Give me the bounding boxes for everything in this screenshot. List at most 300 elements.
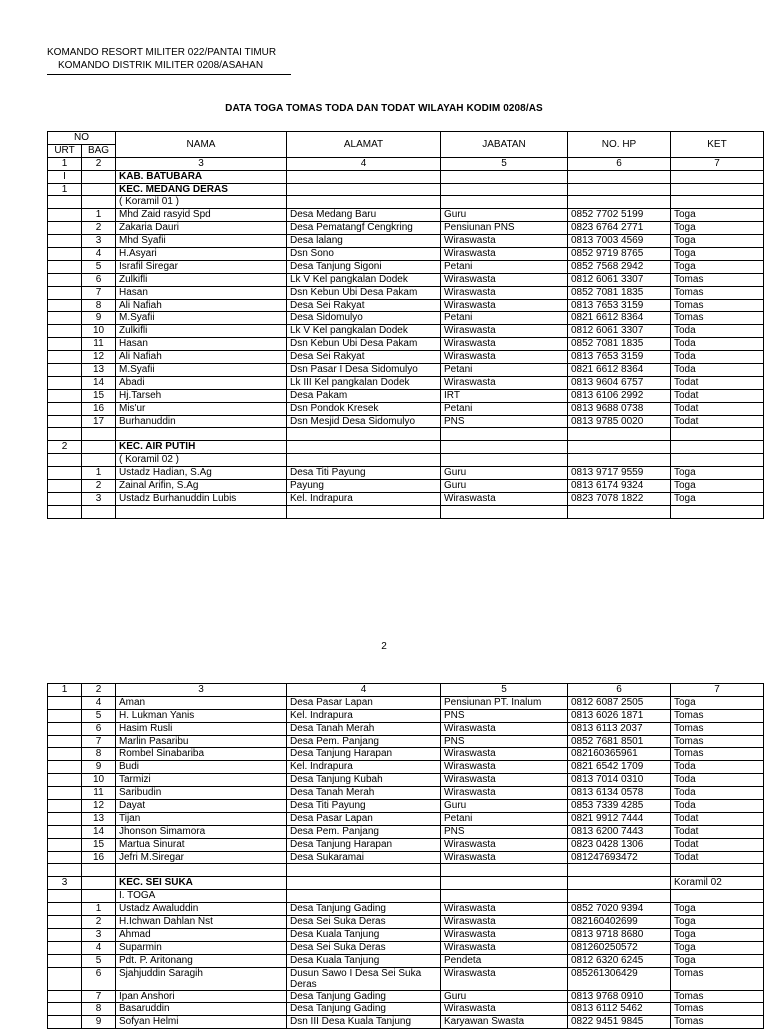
cell-alamat: Desa Medang Baru — [287, 209, 441, 222]
cell-ket: Tomas — [671, 273, 764, 286]
cell-urt — [48, 273, 82, 286]
cell-jabatan — [441, 183, 568, 196]
cell-jabatan: Wiraswasta — [441, 838, 568, 851]
cell-alamat — [287, 441, 441, 454]
cell-alamat: Desa Tanjung Harapan — [287, 748, 441, 761]
cell-bag: 17 — [82, 415, 116, 428]
cell-no-hp: 0821 9912 7444 — [568, 812, 671, 825]
cell-jabatan: Wiraswasta — [441, 235, 568, 248]
cell-jabatan: Guru — [441, 209, 568, 222]
cell-ket: Toda — [671, 787, 764, 800]
cell-jabatan: Petani — [441, 312, 568, 325]
cell-alamat: Desa Kuala Tanjung — [287, 954, 441, 967]
header-no: NO — [48, 132, 116, 145]
cell-jabatan: Wiraswasta — [441, 1003, 568, 1016]
cell-bag: 11 — [82, 338, 116, 351]
cell-jabatan — [441, 196, 568, 209]
col-number-7: 7 — [671, 684, 764, 697]
cell-bag: 9 — [82, 1016, 116, 1029]
cell-bag — [82, 183, 116, 196]
cell-ket: Toga — [671, 222, 764, 235]
cell-jabatan: Wiraswasta — [441, 787, 568, 800]
table-row — [48, 286, 764, 299]
cell-no-hp: 081247693472 — [568, 851, 671, 864]
cell-alamat: Desa Sei Rakyat — [287, 351, 441, 364]
cell-nama: Ali Nafiah — [116, 299, 287, 312]
cell-nama: Jhonson Simamora — [116, 825, 287, 838]
cell-ket: Tomas — [671, 967, 764, 990]
cell-alamat: Dsn Pondok Kresek — [287, 402, 441, 415]
cell-alamat: Desa Tanah Merah — [287, 722, 441, 735]
cell-bag: 7 — [82, 286, 116, 299]
cell-bag: 15 — [82, 389, 116, 402]
cell-ket: Todat — [671, 376, 764, 389]
cell-ket: Toga — [671, 209, 764, 222]
cell-bag: 4 — [82, 941, 116, 954]
cell-nama: Hasim Rusli — [116, 722, 287, 735]
table-row — [48, 196, 764, 209]
header-jabatan: JABATAN — [441, 132, 568, 158]
cell-alamat — [287, 196, 441, 209]
cell-alamat: Desa Tanjung Gading — [287, 903, 441, 916]
cell-bag: 16 — [82, 402, 116, 415]
cell-alamat: Desa Pem. Panjang — [287, 825, 441, 838]
table-row — [48, 761, 764, 774]
cell-nama: Israfil Siregar — [116, 260, 287, 273]
cell-bag: 11 — [82, 787, 116, 800]
cell-alamat: Desa Pasar Lapan — [287, 696, 441, 709]
cell-bag: 1 — [82, 209, 116, 222]
cell-urt — [48, 838, 82, 851]
table-row — [48, 1003, 764, 1016]
cell-alamat: Desa Tanjung Sigoni — [287, 260, 441, 273]
table-1-body — [48, 170, 764, 518]
cell-no-hp — [568, 441, 671, 454]
cell-jabatan: Pendeta — [441, 954, 568, 967]
cell-urt — [48, 480, 82, 493]
cell-bag: 5 — [82, 260, 116, 273]
cell-ket — [671, 196, 764, 209]
data-table-1 — [47, 131, 764, 519]
cell-no-hp — [568, 890, 671, 903]
cell-nama: ( Koramil 02 ) — [116, 454, 287, 467]
cell-no-hp: 0813 7003 4569 — [568, 235, 671, 248]
cell-bag: 2 — [82, 916, 116, 929]
cell-nama: KEC. SEI SUKA — [116, 877, 287, 890]
cell-no-hp: 0813 6026 1871 — [568, 709, 671, 722]
cell-nama: Zulkifli — [116, 325, 287, 338]
cell-ket — [671, 170, 764, 183]
cell-urt — [48, 402, 82, 415]
cell-bag: 8 — [82, 299, 116, 312]
cell-no-hp: 0823 7078 1822 — [568, 492, 671, 505]
cell-jabatan — [441, 170, 568, 183]
cell-alamat: Dsn Pasar I Desa Sidomulyo — [287, 364, 441, 377]
cell-alamat: Lk V Kel pangkalan Dodek — [287, 273, 441, 286]
table-row — [48, 428, 764, 441]
cell-nama: M.Syafii — [116, 364, 287, 377]
cell-urt — [48, 260, 82, 273]
document-title: DATA TOGA TOMAS TODA DAN TODAT WILAYAH KODIM 0208/AS — [225, 103, 543, 114]
cell-alamat: Desa Tanjung Harapan — [287, 838, 441, 851]
table-row — [48, 890, 764, 903]
col-number-5: 5 — [441, 684, 568, 697]
cell-urt — [48, 454, 82, 467]
cell-urt — [48, 990, 82, 1003]
cell-ket: Toga — [671, 260, 764, 273]
cell-no-hp: 0822 9451 9845 — [568, 1016, 671, 1029]
cell-urt — [48, 299, 82, 312]
page-number: 2 — [381, 641, 387, 652]
cell-urt — [48, 709, 82, 722]
cell-bag: 14 — [82, 376, 116, 389]
cell-nama: Ustadz Burhanuddin Lubis — [116, 492, 287, 505]
cell-urt — [48, 196, 82, 209]
cell-jabatan: Wiraswasta — [441, 748, 568, 761]
cell-jabatan: Wiraswasta — [441, 273, 568, 286]
cell-no-hp: 0813 9604 6757 — [568, 376, 671, 389]
cell-jabatan: Wiraswasta — [441, 761, 568, 774]
cell-no-hp: 0852 7020 9394 — [568, 903, 671, 916]
table-row — [48, 825, 764, 838]
cell-bag: 6 — [82, 722, 116, 735]
cell-alamat — [287, 877, 441, 890]
cell-urt — [48, 364, 82, 377]
cell-no-hp: 0853 7339 4285 — [568, 800, 671, 813]
table-row — [48, 877, 764, 890]
cell-bag: 2 — [82, 222, 116, 235]
cell-urt — [48, 209, 82, 222]
header-bag: BAG — [82, 144, 116, 157]
cell-nama: Martua Sinurat — [116, 838, 287, 851]
cell-nama: Aman — [116, 696, 287, 709]
cell-bag: 12 — [82, 800, 116, 813]
cell-no-hp: 0813 7653 3159 — [568, 299, 671, 312]
cell-urt — [48, 286, 82, 299]
cell-no-hp: 0813 9688 0738 — [568, 402, 671, 415]
cell-urt — [48, 235, 82, 248]
cell-ket: Toda — [671, 338, 764, 351]
cell-urt — [48, 800, 82, 813]
table-row — [48, 480, 764, 493]
cell-urt — [48, 903, 82, 916]
table-row — [48, 696, 764, 709]
cell-jabatan: PNS — [441, 735, 568, 748]
cell-bag: 1 — [82, 467, 116, 480]
cell-jabatan: Wiraswasta — [441, 774, 568, 787]
cell-urt — [48, 967, 82, 990]
cell-no-hp: 0852 7081 1835 — [568, 286, 671, 299]
cell-urt: 1 — [48, 183, 82, 196]
cell-ket: Toga — [671, 954, 764, 967]
cell-alamat — [287, 890, 441, 903]
cell-nama: Saribudin — [116, 787, 287, 800]
table-row — [48, 990, 764, 1003]
cell-bag — [82, 196, 116, 209]
cell-jabatan: Guru — [441, 480, 568, 493]
cell-ket: Todat — [671, 812, 764, 825]
cell-alamat: Dusun Sawo I Desa Sei Suka Deras — [287, 967, 441, 990]
cell-nama: Dayat — [116, 800, 287, 813]
cell-bag — [82, 454, 116, 467]
cell-nama: ( Koramil 01 ) — [116, 196, 287, 209]
cell-jabatan: Pensiunan PT. Inalum — [441, 696, 568, 709]
cell-ket: Toga — [671, 235, 764, 248]
cell-alamat: Desa Titi Payung — [287, 800, 441, 813]
cell-no-hp: 0852 9719 8765 — [568, 248, 671, 261]
cell-ket — [671, 441, 764, 454]
cell-urt: 3 — [48, 877, 82, 890]
cell-urt — [48, 864, 82, 877]
cell-alamat: Desa Sukaramai — [287, 851, 441, 864]
cell-alamat: Desa lalang — [287, 235, 441, 248]
cell-jabatan — [441, 428, 568, 441]
cell-urt — [48, 774, 82, 787]
cell-no-hp: 0813 6134 0578 — [568, 787, 671, 800]
cell-bag: 8 — [82, 1003, 116, 1016]
cell-ket — [671, 864, 764, 877]
cell-jabatan: Wiraswasta — [441, 916, 568, 929]
cell-bag: 13 — [82, 364, 116, 377]
cell-alamat: Desa Sei Suka Deras — [287, 941, 441, 954]
cell-no-hp: 085261306429 — [568, 967, 671, 990]
cell-urt: 2 — [48, 441, 82, 454]
cell-ket: Todat — [671, 838, 764, 851]
cell-alamat: Desa Sei Rakyat — [287, 299, 441, 312]
header-nama: NAMA — [116, 132, 287, 158]
cell-urt — [48, 428, 82, 441]
col-number-3: 3 — [116, 157, 287, 170]
cell-nama: Hasan — [116, 286, 287, 299]
cell-ket: Todat — [671, 402, 764, 415]
cell-alamat: Dsn Mesjid Desa Sidomulyo — [287, 415, 441, 428]
cell-jabatan — [441, 441, 568, 454]
cell-bag: 3 — [82, 928, 116, 941]
cell-ket: Todat — [671, 825, 764, 838]
cell-nama: KEC. MEDANG DERAS — [116, 183, 287, 196]
cell-alamat — [287, 454, 441, 467]
table-row — [48, 748, 764, 761]
cell-no-hp: 0812 6320 6245 — [568, 954, 671, 967]
cell-bag: 4 — [82, 696, 116, 709]
cell-no-hp: 0812 6061 3307 — [568, 325, 671, 338]
cell-jabatan: Guru — [441, 990, 568, 1003]
cell-bag: 14 — [82, 825, 116, 838]
cell-jabatan: Wiraswasta — [441, 299, 568, 312]
table-row — [48, 248, 764, 261]
cell-urt — [48, 928, 82, 941]
cell-no-hp: 0821 6542 1709 — [568, 761, 671, 774]
cell-no-hp — [568, 183, 671, 196]
cell-jabatan: Wiraswasta — [441, 967, 568, 990]
table-row — [48, 864, 764, 877]
cell-nama: H.Ichwan Dahlan Nst — [116, 916, 287, 929]
cell-no-hp: 0813 9718 8680 — [568, 928, 671, 941]
cell-ket: Toda — [671, 774, 764, 787]
cell-jabatan: Guru — [441, 800, 568, 813]
cell-no-hp: 0852 7568 2942 — [568, 260, 671, 273]
cell-ket: Toga — [671, 492, 764, 505]
cell-alamat: Desa Pematangf Cengkring — [287, 222, 441, 235]
col-number-1: 1 — [48, 684, 82, 697]
cell-jabatan: Wiraswasta — [441, 851, 568, 864]
cell-jabatan: Wiraswasta — [441, 338, 568, 351]
cell-bag: 8 — [82, 748, 116, 761]
cell-no-hp: 0813 7014 0310 — [568, 774, 671, 787]
table-row — [48, 812, 764, 825]
table-row — [48, 787, 764, 800]
cell-no-hp: 0821 6612 8364 — [568, 364, 671, 377]
cell-urt — [48, 415, 82, 428]
cell-alamat: Kel. Indrapura — [287, 492, 441, 505]
cell-no-hp: 0812 6061 3307 — [568, 273, 671, 286]
cell-no-hp: 0813 6200 7443 — [568, 825, 671, 838]
col-number-4: 4 — [287, 157, 441, 170]
cell-bag: 1 — [82, 903, 116, 916]
header-ket: KET — [671, 132, 764, 158]
table-row — [48, 505, 764, 518]
cell-no-hp — [568, 170, 671, 183]
cell-bag: 16 — [82, 851, 116, 864]
cell-urt — [48, 761, 82, 774]
cell-nama: Suparmin — [116, 941, 287, 954]
table-row — [48, 338, 764, 351]
cell-no-hp — [568, 454, 671, 467]
cell-alamat: Desa Titi Payung — [287, 467, 441, 480]
cell-nama: Jefri M.Siregar — [116, 851, 287, 864]
table-row — [48, 441, 764, 454]
cell-ket: Toga — [671, 480, 764, 493]
table-row — [48, 1016, 764, 1029]
cell-jabatan: Karyawan Swasta — [441, 1016, 568, 1029]
cell-no-hp: 082160365961 — [568, 748, 671, 761]
cell-alamat: Desa Kuala Tanjung — [287, 928, 441, 941]
table-row — [48, 928, 764, 941]
cell-alamat — [287, 428, 441, 441]
cell-jabatan — [441, 505, 568, 518]
cell-ket: Toga — [671, 696, 764, 709]
cell-ket: Tomas — [671, 312, 764, 325]
cell-nama: Tijan — [116, 812, 287, 825]
cell-urt — [48, 389, 82, 402]
cell-alamat: Desa Tanjung Kubah — [287, 774, 441, 787]
cell-alamat: Payung — [287, 480, 441, 493]
cell-urt — [48, 222, 82, 235]
table-row — [48, 312, 764, 325]
cell-jabatan: Petani — [441, 364, 568, 377]
cell-nama: Mis'ur — [116, 402, 287, 415]
cell-alamat: Desa Pakam — [287, 389, 441, 402]
cell-nama: Marlin Pasaribu — [116, 735, 287, 748]
cell-ket: Todat — [671, 415, 764, 428]
cell-jabatan: Wiraswasta — [441, 325, 568, 338]
cell-nama: Ali Nafiah — [116, 351, 287, 364]
cell-urt — [48, 1003, 82, 1016]
cell-nama — [116, 505, 287, 518]
cell-nama: Budi — [116, 761, 287, 774]
col-number-4: 4 — [287, 684, 441, 697]
col-number-7: 7 — [671, 157, 764, 170]
cell-alamat: Lk III Kel pangkalan Dodek — [287, 376, 441, 389]
header-line-2: KOMANDO DISTRIK MILITER 0208/ASAHAN — [58, 60, 264, 71]
cell-bag: 12 — [82, 351, 116, 364]
cell-no-hp — [568, 428, 671, 441]
cell-no-hp: 0852 7081 1835 — [568, 338, 671, 351]
cell-no-hp: 081260250572 — [568, 941, 671, 954]
cell-jabatan: Wiraswasta — [441, 376, 568, 389]
cell-ket: Todat — [671, 851, 764, 864]
cell-bag: 2 — [82, 480, 116, 493]
cell-no-hp: 0813 6113 2037 — [568, 722, 671, 735]
cell-ket: Tomas — [671, 709, 764, 722]
cell-urt — [48, 248, 82, 261]
cell-nama — [116, 864, 287, 877]
cell-ket: Tomas — [671, 1016, 764, 1029]
table-row — [48, 389, 764, 402]
table-row — [48, 273, 764, 286]
header-urt: URT — [48, 144, 82, 157]
cell-bag: 13 — [82, 812, 116, 825]
cell-no-hp: 0813 9717 9559 — [568, 467, 671, 480]
cell-no-hp: 0823 0428 1306 — [568, 838, 671, 851]
cell-bag: 9 — [82, 761, 116, 774]
cell-jabatan: Wiraswasta — [441, 248, 568, 261]
table-row — [48, 183, 764, 196]
cell-jabatan: Wiraswasta — [441, 903, 568, 916]
cell-ket: Toda — [671, 364, 764, 377]
cell-ket: Toda — [671, 800, 764, 813]
cell-no-hp: 0813 7653 3159 — [568, 351, 671, 364]
cell-no-hp: 0823 6764 2771 — [568, 222, 671, 235]
cell-urt — [48, 338, 82, 351]
cell-bag: 3 — [82, 235, 116, 248]
table-row — [48, 709, 764, 722]
cell-nama: Ustadz Hadian, S.Ag — [116, 467, 287, 480]
cell-nama: H. Lukman Yanis — [116, 709, 287, 722]
cell-alamat: Dsn III Desa Kuala Tanjung — [287, 1016, 441, 1029]
cell-bag — [82, 890, 116, 903]
cell-alamat: Dsn Kebun Ubi Desa Pakam — [287, 286, 441, 299]
col-number-6: 6 — [568, 157, 671, 170]
cell-urt — [48, 954, 82, 967]
cell-nama: Ustadz Awaluddin — [116, 903, 287, 916]
cell-nama: KEC. AIR PUTIH — [116, 441, 287, 454]
cell-bag — [82, 877, 116, 890]
cell-ket: Tomas — [671, 748, 764, 761]
cell-jabatan: Wiraswasta — [441, 286, 568, 299]
col-number-6: 6 — [568, 684, 671, 697]
cell-nama: KAB. BATUBARA — [116, 170, 287, 183]
cell-nama: Zulkifli — [116, 273, 287, 286]
cell-ket: Tomas — [671, 735, 764, 748]
cell-nama: Ipan Anshori — [116, 990, 287, 1003]
cell-alamat — [287, 864, 441, 877]
header-alamat: ALAMAT — [287, 132, 441, 158]
cell-bag: 10 — [82, 325, 116, 338]
cell-nama — [116, 428, 287, 441]
table-row — [48, 903, 764, 916]
table-row — [48, 838, 764, 851]
cell-jabatan: Wiraswasta — [441, 722, 568, 735]
cell-bag: 5 — [82, 954, 116, 967]
table-row — [48, 364, 764, 377]
cell-urt — [48, 376, 82, 389]
cell-urt — [48, 812, 82, 825]
cell-ket: Tomas — [671, 286, 764, 299]
cell-ket: Todat — [671, 389, 764, 402]
cell-bag — [82, 505, 116, 518]
cell-urt — [48, 787, 82, 800]
